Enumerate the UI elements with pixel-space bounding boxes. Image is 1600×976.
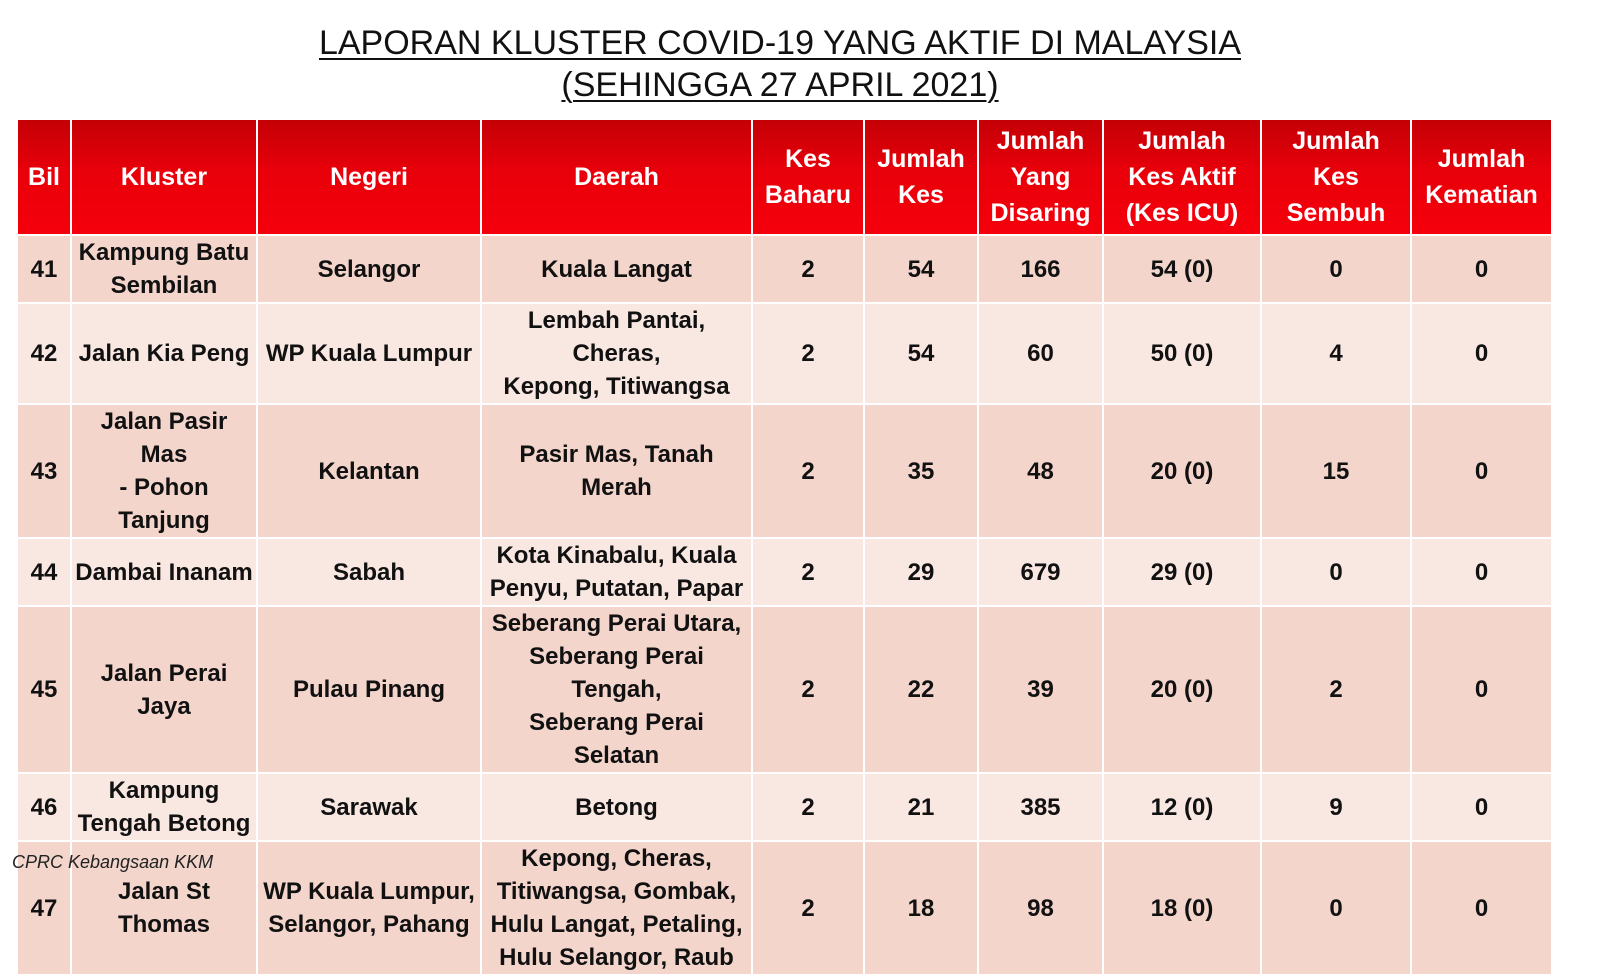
cell-jumlah-disaring: 385 <box>978 773 1103 841</box>
cell-jumlah-disaring: 48 <box>978 404 1103 538</box>
cell-kematian: 0 <box>1411 538 1552 606</box>
cell-negeri: Kelantan <box>257 404 481 538</box>
cell-kes-aktif: 50 (0) <box>1103 303 1261 404</box>
cell-daerah: Betong <box>481 773 752 841</box>
cell-kes-sembuh: 0 <box>1261 841 1411 975</box>
cell-kluster: Dambai Inanam <box>71 538 257 606</box>
page-title <box>0 22 1560 106</box>
table-row <box>17 538 1552 606</box>
cell-kes-aktif: 29 (0) <box>1103 538 1261 606</box>
cell-kes-sembuh: 0 <box>1261 235 1411 303</box>
cell-kematian: 0 <box>1411 404 1552 538</box>
cell-jumlah-kes: 54 <box>864 303 978 404</box>
cell-kluster: Kampung Batu Sembilan <box>71 235 257 303</box>
cell-kluster: Jalan Pasir Mas - Pohon Tanjung <box>71 404 257 538</box>
table-row <box>17 606 1552 773</box>
cell-bil: 47 <box>17 841 71 975</box>
cell-kluster: Jalan Perai Jaya <box>71 606 257 773</box>
cell-jumlah-kes: 35 <box>864 404 978 538</box>
cell-kematian: 0 <box>1411 606 1552 773</box>
cell-jumlah-disaring: 166 <box>978 235 1103 303</box>
cell-kes-aktif: 18 (0) <box>1103 841 1261 975</box>
cell-negeri: Sarawak <box>257 773 481 841</box>
cell-kes-aktif: 12 (0) <box>1103 773 1261 841</box>
cell-jumlah-kes: 21 <box>864 773 978 841</box>
cell-kes-sembuh: 15 <box>1261 404 1411 538</box>
table-row <box>17 404 1552 538</box>
cell-jumlah-kes: 18 <box>864 841 978 975</box>
header-daerah: Daerah <box>481 119 752 235</box>
cell-kes-baharu: 2 <box>752 606 864 773</box>
cell-bil: 46 <box>17 773 71 841</box>
cell-daerah: Kepong, Cheras, Titiwangsa, Gombak, Hulu Langat, Petaling, Hulu Selangor, Raub <box>481 841 752 975</box>
source-footer: CPRC Kebangsaan KKM <box>12 852 214 872</box>
table-row <box>17 235 1552 303</box>
header-negeri: Negeri <box>257 119 481 235</box>
cell-negeri: WP Kuala Lumpur <box>257 303 481 404</box>
cell-kes-aktif: 20 (0) <box>1103 404 1261 538</box>
cell-jumlah-kes: 54 <box>864 235 978 303</box>
table-row <box>17 841 1552 975</box>
header-kematian: Jumlah Kematian <box>1411 119 1552 235</box>
table-row <box>17 303 1552 404</box>
cell-jumlah-kes: 29 <box>864 538 978 606</box>
cell-negeri: Selangor <box>257 235 481 303</box>
table-header-row <box>17 119 1552 235</box>
cell-negeri: Pulau Pinang <box>257 606 481 773</box>
header-kluster: Kluster <box>71 119 257 235</box>
cell-daerah: Kota Kinabalu, Kuala Penyu, Putatan, Papar <box>481 538 752 606</box>
header-kes-aktif: Jumlah Kes Aktif (Kes ICU) <box>1103 119 1261 235</box>
cell-daerah: Seberang Perai Utara, Seberang Perai Tengah, Seberang Perai Selatan <box>481 606 752 773</box>
cell-bil: 43 <box>17 404 71 538</box>
header-jumlah-kes: Jumlah Kes <box>864 119 978 235</box>
cell-negeri: WP Kuala Lumpur, Selangor, Pahang <box>257 841 481 975</box>
cell-kluster: Kampung Tengah Betong <box>71 773 257 841</box>
cell-kes-baharu: 2 <box>752 773 864 841</box>
cell-jumlah-disaring: 98 <box>978 841 1103 975</box>
cell-kematian: 0 <box>1411 235 1552 303</box>
header-kes-sembuh: Jumlah Kes Sembuh <box>1261 119 1411 235</box>
cell-bil: 45 <box>17 606 71 773</box>
cell-daerah: Pasir Mas, Tanah Merah <box>481 404 752 538</box>
cell-daerah: Kuala Langat <box>481 235 752 303</box>
cell-jumlah-disaring: 39 <box>978 606 1103 773</box>
cell-bil: 44 <box>17 538 71 606</box>
cell-kluster: Jalan St Thomas <box>71 841 257 975</box>
cell-kes-baharu: 2 <box>752 303 864 404</box>
cell-kes-baharu: 2 <box>752 235 864 303</box>
cell-kes-sembuh: 9 <box>1261 773 1411 841</box>
cell-kes-baharu: 2 <box>752 841 864 975</box>
cell-kes-aktif: 54 (0) <box>1103 235 1261 303</box>
cell-bil: 41 <box>17 235 71 303</box>
header-bil: Bil <box>17 119 71 235</box>
cell-kluster: Jalan Kia Peng <box>71 303 257 404</box>
cell-jumlah-disaring: 679 <box>978 538 1103 606</box>
table-row <box>17 773 1552 841</box>
cell-jumlah-kes: 22 <box>864 606 978 773</box>
title-line-1: LAPORAN KLUSTER COVID-19 YANG AKTIF DI MALAYSIA <box>318 24 1242 62</box>
cell-kematian: 0 <box>1411 841 1552 975</box>
cell-kes-sembuh: 2 <box>1261 606 1411 773</box>
header-jumlah-disaring: Jumlah Yang Disaring <box>978 119 1103 235</box>
cell-kes-baharu: 2 <box>752 538 864 606</box>
cell-jumlah-disaring: 60 <box>978 303 1103 404</box>
cell-kematian: 0 <box>1411 303 1552 404</box>
cell-kematian: 0 <box>1411 773 1552 841</box>
cell-kes-aktif: 20 (0) <box>1103 606 1261 773</box>
cell-kes-sembuh: 4 <box>1261 303 1411 404</box>
cell-bil: 42 <box>17 303 71 404</box>
cell-kes-baharu: 2 <box>752 404 864 538</box>
cluster-table <box>16 118 1553 976</box>
cell-kes-sembuh: 0 <box>1261 538 1411 606</box>
title-line-2: (SEHINGGA 27 APRIL 2021) <box>561 66 999 104</box>
header-kes-baharu: Kes Baharu <box>752 119 864 235</box>
cell-daerah: Lembah Pantai, Cheras, Kepong, Titiwangsa <box>481 303 752 404</box>
cell-negeri: Sabah <box>257 538 481 606</box>
